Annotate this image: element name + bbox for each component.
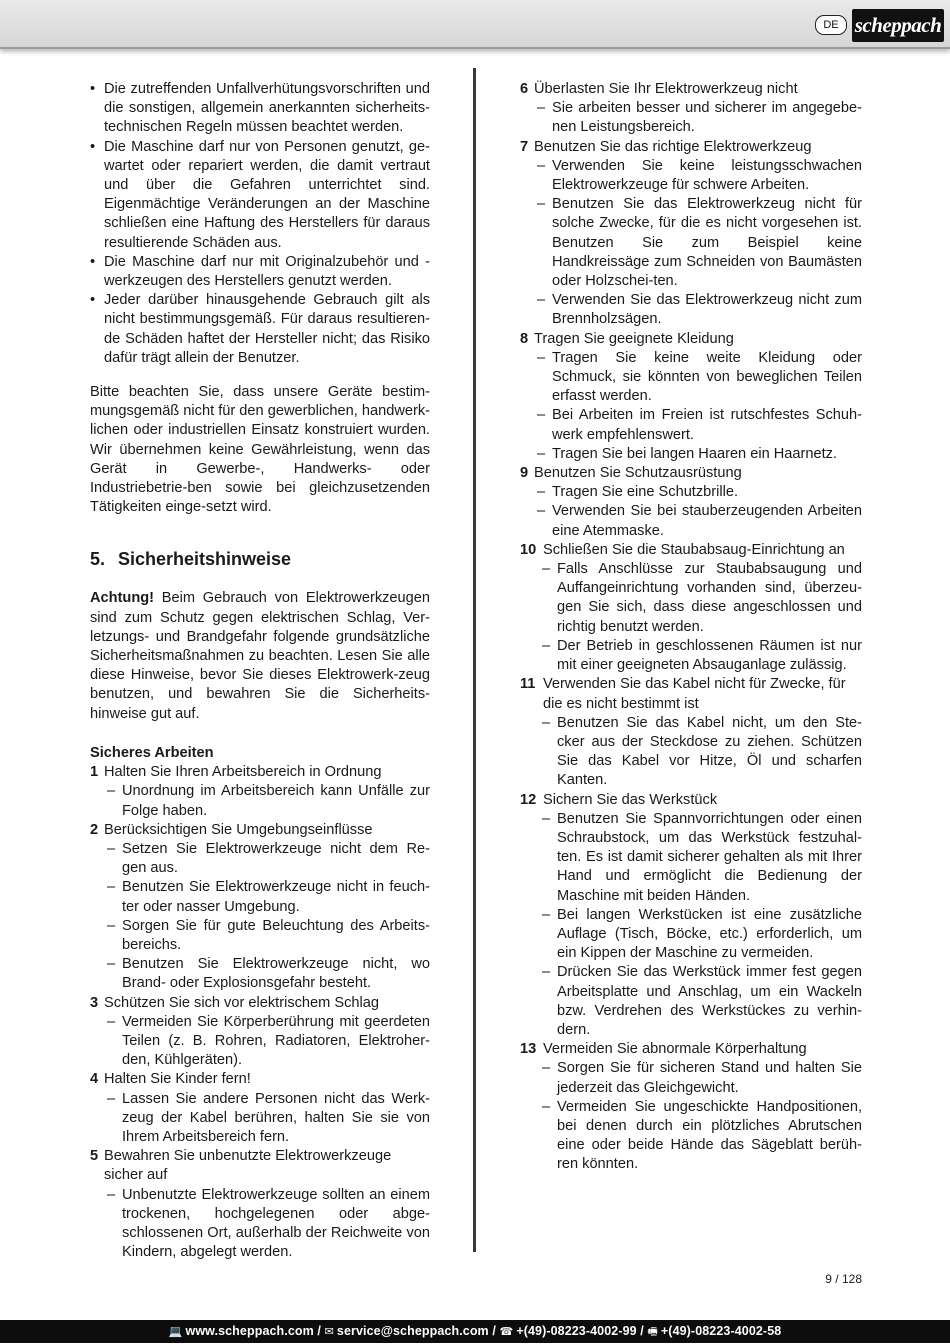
item-number: 2 [90, 821, 99, 838]
safety-sub-item: – Sie arbeiten besser und sicherer im angegebe-nen Leistungsbereich. [520, 99, 862, 137]
item-number: 7 [520, 138, 529, 155]
intro-text: Beim Gebrauch von Elektrowerkzeugen sind zum Schutz gegen elektrischen Schlag, Ver-letzungs- und Brandgefahr folgende grundsätzliche Sicherheitsmaßnahmen zu beachten. Lesen Sie alle diese Hinweise, bevor Sie dieses Elektrowerk-zeug benutzen, und bewahren Sie die Sicherheits-hinweise gut auf. [90, 590, 430, 722]
item-title-text: Bewahren Sie unbenutzte Elektrowerkzeuge sicher auf [104, 1148, 392, 1184]
safety-list-right [520, 80, 862, 1175]
phone-icon: ☎ [499, 1326, 514, 1338]
item-title-text: Benutzen Sie Schutzausrüstung [534, 465, 742, 482]
left-column [90, 80, 430, 1262]
safety-sub-item: – Verwenden Sie keine leistungsschwachen Elektrowerkzeuge für schwere Arbeiten. [520, 157, 862, 195]
footer-fax: +(49)-08223-4002-58 [660, 1324, 782, 1338]
section-title: Sicherheitshinweise [118, 549, 292, 570]
section-number: 5. [90, 549, 106, 570]
safety-sub-item: – Tragen Sie keine weite Kleidung oder Schmuck, sie könnten von beweglichen Teilen erfasst werden. [520, 349, 862, 407]
item-title-text: Verwenden Sie das Kabel nicht für Zwecke, für die es nicht bestimmt ist [543, 676, 846, 712]
safety-item-title [520, 330, 862, 349]
safety-sub-item: – Bei Arbeiten im Freien ist rutschfestes Schuh-werk empfehlenswert. [520, 406, 862, 444]
safety-item-title [520, 138, 862, 157]
item-number: 1 [90, 764, 99, 781]
safety-sub-item: – Verwenden Sie das Elektrowerkzeug nicht zum Brennholzsägen. [520, 291, 862, 329]
safety-sub-item: – Tragen Sie eine Schutzbrille. [520, 483, 862, 502]
safety-item-title [520, 464, 862, 483]
item-number: 13 [520, 1041, 537, 1058]
footer-website[interactable]: www.scheppach.com [185, 1324, 314, 1338]
safety-sub-item: – Der Betrieb in geschlossenen Räumen ist nur mit einer geeigneten Absauganlage zulässig. [520, 637, 862, 675]
item-title-text: Berücksichtigen Sie Umgebungseinflüsse [104, 821, 373, 838]
safety-sub-item: – Benutzen Sie Spannvorrichtungen oder einen Schraubstock, um das Werkstück festzuhal-ten. Es ist damit sicherer gehalten als mit Ihrer Hand und ermöglicht die Bedienung der Maschine mit beiden Händen. [520, 810, 862, 906]
safety-sub-item: – Verwenden Sie bei stauberzeugenden Arbeiten eine Atemmaske. [520, 502, 862, 540]
item-number: 3 [90, 994, 99, 1011]
safety-sub-item: – Sorgen Sie für sicheren Stand und halten Sie jederzeit das Gleichgewicht. [520, 1059, 862, 1097]
item-number: 10 [520, 541, 537, 558]
safety-item-title [90, 763, 430, 782]
item-number: 11 [520, 676, 536, 693]
safety-sub-item: – Lassen Sie andere Personen nicht das Werk-zeug der Kabel berühren, halten Sie sie von Ihrem Arbeitsbereich fern. [90, 1090, 430, 1148]
footer-separator: / [313, 1324, 325, 1338]
intro-paragraph [90, 589, 430, 723]
page-number: 9 / 128 [825, 1272, 862, 1286]
safety-item-title [520, 80, 862, 99]
item-title-text: Überlasten Sie Ihr Elektrowerkzeug nicht [534, 81, 798, 97]
safety-item-title [90, 821, 430, 840]
item-title-text: Schützen Sie sich vor elektrischem Schlag [104, 994, 379, 1011]
safety-item-title [90, 1147, 430, 1185]
item-title-text: Benutzen Sie das richtige Elektrowerkzeug [534, 138, 812, 155]
right-column [520, 80, 862, 1175]
item-title-text: Vermeiden Sie abnormale Körperhaltung [543, 1041, 807, 1058]
safety-item-title [520, 541, 862, 560]
item-number: 8 [520, 330, 529, 347]
scheppach-logo: scheppach [852, 9, 944, 42]
page-footer [0, 1320, 950, 1343]
footer-email[interactable]: service@scheppach.com [336, 1324, 489, 1338]
bullet-item: • Jeder darüber hinausgehende Gebrauch gilt als nicht bestimmungsgemäß. Für daraus resultieren-de Schäden haftet der Hersteller nicht; das Risiko dafür trägt allein der Benutzer. [90, 291, 430, 368]
item-title-text: Halten Sie Ihren Arbeitsbereich in Ordnung [104, 764, 382, 781]
safety-sub-item: – Unordnung im Arbeitsbereich kann Unfälle zur Folge haben. [90, 782, 430, 820]
safety-item-title [520, 791, 862, 810]
safety-sub-item: – Unbenutzte Elektrowerkzeuge sollten an einem trockenen, hochgelegenen oder abge-schlossenen Ort, außerhalb der Reichweite von Kindern, abgelegt werden. [90, 1186, 430, 1263]
item-number: 6 [520, 81, 529, 97]
safety-sub-item: – Vermeiden Sie ungeschickte Handpositionen, bei denen durch ein plötzliches Abrutschen eine oder beide Hände das Sägeblatt berüh-ren könnten. [520, 1098, 862, 1175]
bullet-item: • Die Maschine darf nur von Personen genutzt, ge-wartet oder repariert werden, die damit vertraut und über die Gefahren unterrichtet sind. Eigenmächtige Veränderungen an der Maschine schließen eine Haftung des Herstellers für daraus resultierende Schäden aus. [90, 138, 430, 253]
item-title-text: Sichern Sie das Werkstück [543, 791, 718, 808]
item-title-text: Tragen Sie geeignete Kleidung [534, 330, 734, 347]
safety-sub-item: – Benutzen Sie das Elektrowerkzeug nicht für solche Zwecke, für die es nicht vorgesehen ist. Benutzen Sie zum Beispiel keine Handkreissäge zum Schneiden von Baumästen oder Holzschei-ten. [520, 195, 862, 291]
safety-list-left [90, 763, 430, 1262]
safety-sub-item: – Setzen Sie Elektrowerkzeuge nicht dem Re-gen aus. [90, 840, 430, 878]
section-heading [90, 547, 430, 571]
usage-bullet-list [90, 80, 430, 368]
safety-sub-item: – Drücken Sie das Werkstück immer fest gegen Arbeitsplatte und Anschlag, um ein Wackeln bzw. Verdrehen des Werkstückes zu verhin-dern. [520, 963, 862, 1040]
safety-item-title [520, 675, 862, 713]
footer-separator: / [488, 1324, 500, 1338]
item-number: 9 [520, 465, 529, 482]
safety-sub-item: – Tragen Sie bei langen Haaren ein Haarnetz. [520, 445, 862, 464]
intro-warning: Achtung! [90, 590, 155, 607]
safety-sub-item: – Bei langen Werkstücken ist eine zusätzliche Auflage (Tisch, Böcke, etc.) erforderlich, um ein Kippen der Maschine zu vermeiden. [520, 906, 862, 964]
safety-item-title [90, 1070, 430, 1089]
safety-sub-item: – Falls Anschlüsse zur Staubabsaugung und Auffangeinrichtung vorhanden sind, überzeu-gen Sie sich, dass diese angeschlossen und richtig benutzt werden. [520, 560, 862, 637]
column-divider [473, 68, 476, 1252]
footer-phone: +(49)-08223-4002-99 [516, 1324, 637, 1338]
footer-separator: / [636, 1324, 648, 1338]
item-number: 12 [520, 791, 537, 808]
safety-item-title [90, 994, 430, 1013]
page-header [0, 0, 950, 49]
item-title-text: Halten Sie Kinder fern! [104, 1071, 251, 1088]
item-number: 5 [90, 1148, 99, 1165]
safety-sub-item: – Sorgen Sie für gute Beleuchtung des Arbeits-bereichs. [90, 917, 430, 955]
safety-sub-item: – Benutzen Sie Elektrowerkzeuge nicht in feuch-ter oder nasser Umgebung. [90, 878, 430, 916]
warranty-paragraph: Bitte beachten Sie, dass unsere Geräte bestim-mungsgemäß nicht für den gewerblichen, handwerk-lichen oder industriellen Einsatz konstruiert wurden. Wir übernehmen keine Gewährleistung, wenn das Gerät in Gewerbe-, Handwerks- oder Industriebetrie-ben sowie bei gleichzusetzenden Tätigkeiten einge-setzt wird. [90, 384, 430, 516]
email-icon: ✉ [324, 1326, 334, 1338]
computer-icon: 💻 [168, 1326, 183, 1338]
safety-sub-item: – Vermeiden Sie Körperberührung mit geerdeten Teilen (z. B. Rohren, Radiatoren, Elektroher-den, Kühlgeräten). [90, 1013, 430, 1071]
item-title-text: Schließen Sie die Staubabsaug-Einrichtung an [543, 541, 845, 558]
item-number: 4 [90, 1071, 99, 1088]
subheading: Sicheres Arbeiten [90, 744, 214, 761]
safety-item-title [520, 1040, 862, 1059]
safety-sub-item: – Benutzen Sie Elektrowerkzeuge nicht, wo Brand- oder Explosionsgefahr besteht. [90, 955, 430, 993]
fax-icon: 🖷 [647, 1326, 658, 1338]
language-badge: DE [815, 15, 847, 35]
bullet-item: • Die zutreffenden Unfallverhütungsvorschriften und die sonstigen, allgemein anerkannten sicherheits-technischen Regeln müssen beachtet werden. [90, 80, 430, 138]
safety-sub-item: – Benutzen Sie das Kabel nicht, um den Ste-cker aus der Steckdose zu ziehen. Schützen Sie das Kabel vor Hitze, Öl und scharfen Kanten. [520, 714, 862, 791]
bullet-item: • Die Maschine darf nur mit Originalzubehör und -werkzeugen des Herstellers genutzt werden. [90, 253, 430, 291]
